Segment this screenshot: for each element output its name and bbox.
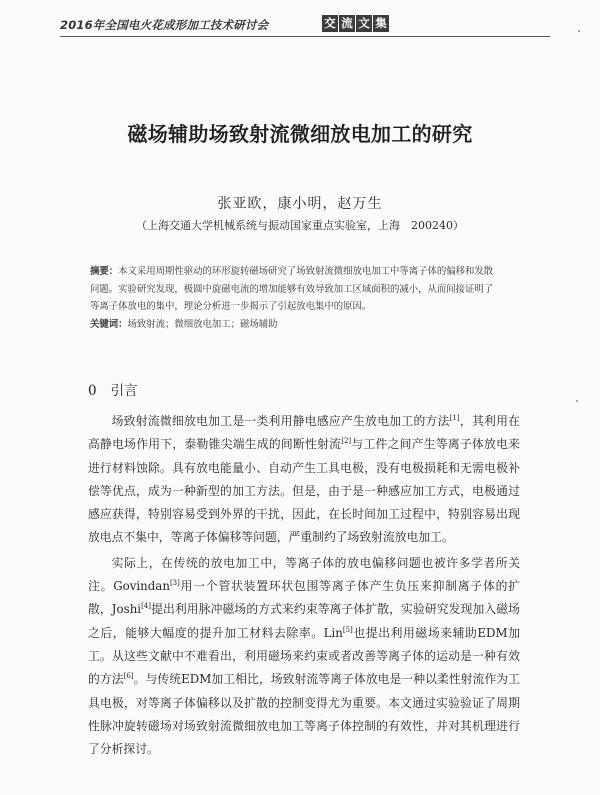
abstract (90, 263, 500, 316)
proceedings-tag (322, 15, 389, 32)
citation: [1] (449, 414, 460, 423)
abstract-block (90, 263, 500, 333)
citation: [5] (342, 625, 353, 634)
keywords-label: 关键词： (90, 318, 128, 330)
citation: [3] (169, 579, 180, 588)
section-heading (88, 379, 138, 399)
paper-title: 磁场辅助场致射流微细放电加工的研究 (127, 122, 473, 146)
text-run: 也提出利用磁场来辅助EDM加工。从这些文献中不难看出，利用磁场来约束或者改善等离子体的运动是一种有效的方法 (88, 625, 520, 687)
paragraph (88, 410, 520, 550)
scan-speck (576, 400, 578, 402)
tag-char: 文 (356, 15, 372, 32)
tag-char: 集 (373, 15, 389, 32)
text-run: ，其利用在高静电场作用下，泰勒锥尖端生成的间断性射流 (88, 414, 520, 452)
text-run: 。与传统EDM加工相比，场致射流等离子体放电是一种以柔性射流作为工具电极，对等离子体偏移以及扩散的控制变得尤为重要。本文通过实验验证了周期性脉冲旋转磁场对场致射流微细放电加工等离子体控制的有效性，并对其机理进行了分析探讨。 (88, 672, 520, 757)
keywords (90, 316, 500, 334)
text-run: 场致射流微细放电加工是一类利用静电感应产生放电加工的方法 (111, 414, 450, 428)
text-run: 实际上，在传统的放电加工中，等离子体的放电偏移问题也被许多学者所关注。Govindan (88, 555, 520, 594)
text-run: 与工件之间产生等离子体放电来进行材料蚀除。具有放电能量小、自动产生工具电极，没有电极损耗和无需电极补偿等优点，成为一种新型的加工方法。但是，由于是一种感应加工方式，电极通过感应获得，特别容易受到外界的干扰，因此，在长时间加工过程中，特别容易出现放电点不集中，等离子体偏移等问题，严重制约了场致射流放电加工。 (88, 437, 520, 545)
citation: [4] (141, 602, 151, 611)
abstract-label: 摘要： (90, 266, 119, 277)
scan-speck (578, 30, 580, 32)
text-run: 提出利用脉冲磁场的方式来约束等离子体扩散，实验研究发现加入磁场之后，能够大幅度的提升加工材料去除率。Lin (88, 602, 520, 640)
citation: [2] (341, 437, 352, 446)
running-header (60, 14, 550, 37)
section-title: 引言 (110, 383, 138, 399)
abstract-text: 本文采用周期性驱动的环形旋转磁场研究了场致射流微细放电加工中等离子体的偏移和发散问题。实验研究发现，极圆中旋磁电流的增加能够有效导致加工区域面积的减小，从而间接证明了等离子体放电的集中，理论分析进一步揭示了引起放电集中的原因。 (90, 266, 494, 312)
paragraph (88, 552, 520, 762)
body-text (88, 410, 520, 761)
conference-name: 2016年全国电火花成形加工技术研讨会 (60, 18, 269, 32)
tag-char: 流 (339, 15, 355, 32)
text-run: 用一个管状装置环状包围等离子体产生负压来抑制离子体的扩散，Joshi (88, 579, 520, 617)
citation: [6] (123, 672, 134, 681)
paper-affiliation: （上海交通大学机械系统与振动国家重点实验室，上海 200240） (136, 219, 464, 232)
section-number: 0 (88, 383, 97, 399)
paper-authors: 张亚欧，康小明，赵万生 (217, 196, 383, 212)
tag-char: 交 (322, 15, 338, 32)
keywords-text: 场致射流；微细放电加工；磁场辅助 (127, 318, 278, 330)
